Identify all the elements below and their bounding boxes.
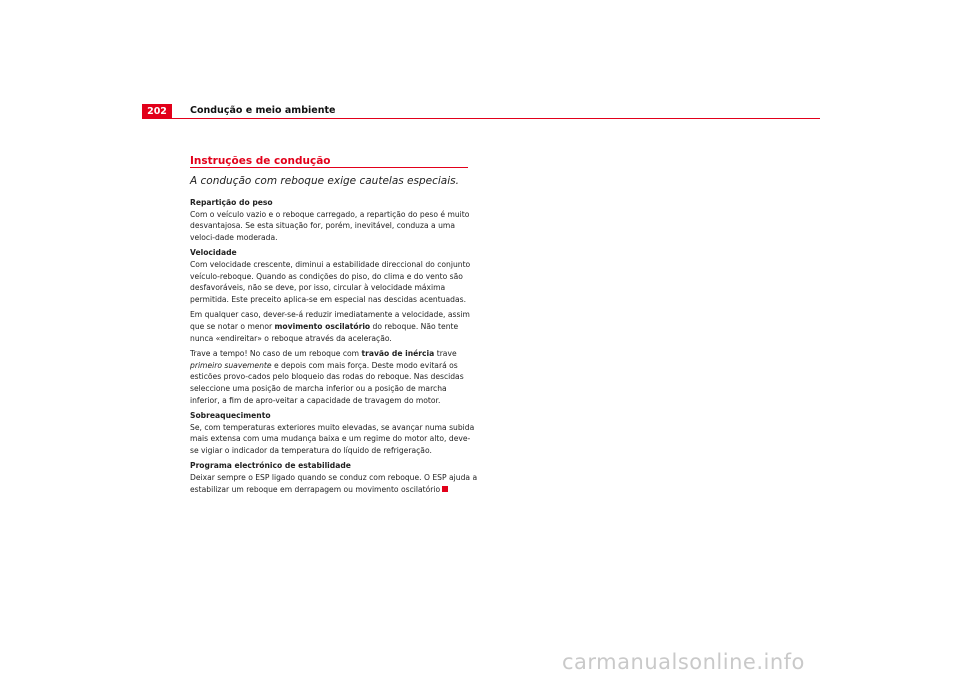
- heading-speed: Velocidade: [190, 248, 237, 258]
- header-title: Condução e meio ambiente: [190, 105, 336, 116]
- text-run: Em qualquer caso, dever-se-á reduzir imediatamente a velocidade, assim que se notar o menor: [190, 310, 470, 331]
- page-number: 202: [142, 104, 172, 119]
- end-of-section-icon: [442, 486, 448, 492]
- bold-term-oscillation: movimento oscilatório: [274, 321, 371, 331]
- section-rule: [190, 167, 468, 168]
- paragraph-weight: Com o veículo vazio e o reboque carregado, a repartição do peso é muito desvantajosa. Se esta situação for, porém, inevitável, conduza a uma veloci-dade moderada.: [190, 209, 470, 242]
- text-run: e depois com mais força. Deste modo evitará os esticões provo-cados pelo bloqueio das rodas do reboque. Nas descidas seleccione uma posição de marcha inferior ou a posição de marcha inferior, a fim de apro-veitar a capacidade de travagem do motor.: [190, 360, 464, 405]
- paragraph-speed-3: [190, 348, 478, 406]
- bold-term-inertia-brake: travão de inércia: [361, 349, 435, 359]
- heading-esp: Programa electrónico de estabilidade: [190, 461, 351, 471]
- italic-term-gently: primeiro suavemente: [190, 360, 272, 370]
- section-subtitle: A condução com reboque exige cautelas especiais.: [190, 175, 459, 187]
- text-run: Trave a tempo! No caso de um reboque com: [190, 349, 362, 359]
- paragraph-overheat: Se, com temperaturas exteriores muito elevadas, se avançar numa subida mais extensa com uma mudança baixa e um regime do motor alto, deve-se vigiar o indicador da temperatura do líquido de refrigeração.: [190, 422, 475, 455]
- text-run: trave: [434, 349, 457, 359]
- text-run: do reboque. Não tente nunca «endireitar» o reboque através da aceleração.: [190, 321, 459, 343]
- heading-overheat: Sobreaquecimento: [190, 411, 271, 421]
- paragraph-esp: [190, 472, 478, 495]
- text-run: Deixar sempre o ESP ligado quando se conduz com reboque. O ESP ajuda a estabilizar um reboque em derrapagem ou movimento oscilatório: [190, 473, 478, 494]
- paragraph-speed-2: [190, 309, 478, 344]
- section-title: Instruções de condução: [190, 155, 331, 167]
- watermark: carmanualsonline.info: [562, 650, 805, 674]
- body-content: [190, 197, 478, 499]
- paragraph-speed-1: Com velocidade crescente, diminui a estabilidade direccional do conjunto veículo-reboque. Quando as condições do piso, do clima e do vento são desfavoráveis, não se deve, por isso, circular à velocidade máxima permitida. Este preceito aplica-se em especial nas descidas acentuadas.: [190, 259, 471, 304]
- heading-weight: Repartição do peso: [190, 198, 273, 207]
- header-rule: [172, 118, 820, 119]
